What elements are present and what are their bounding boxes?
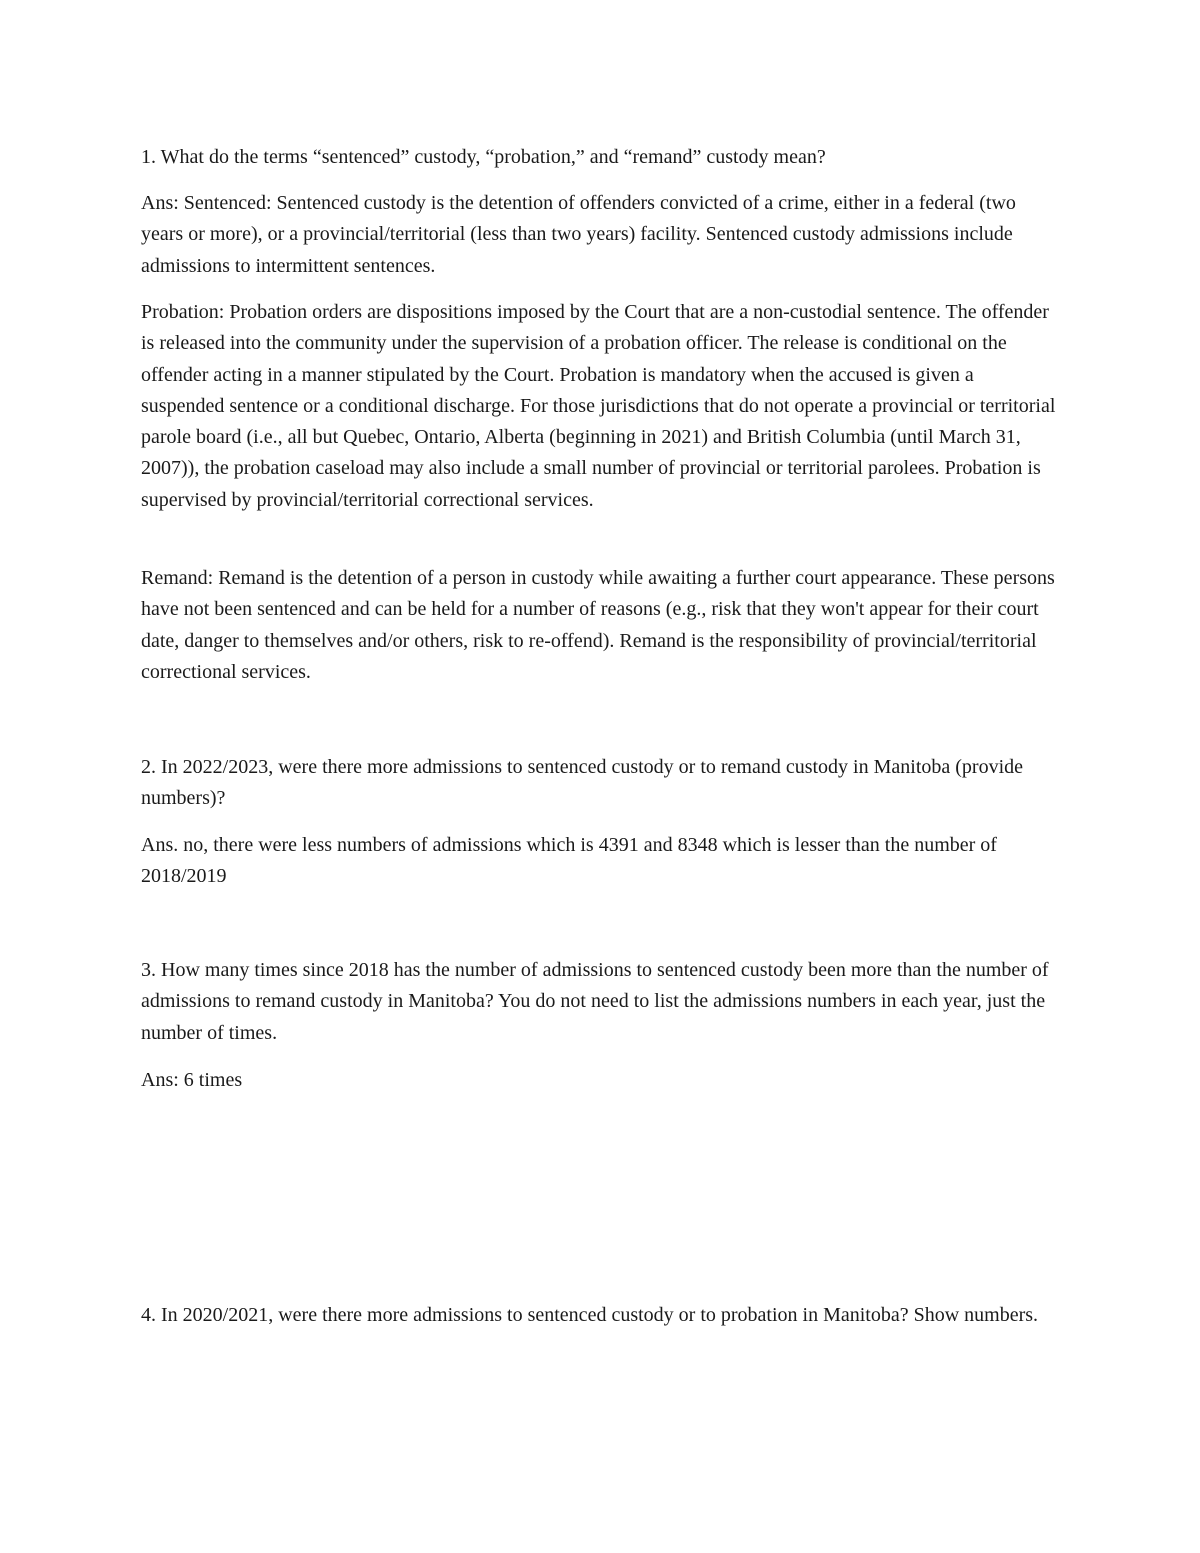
question-1: 1. What do the terms “sentenced” custody, “probation,” and “remand” custody mean? [141,146,826,168]
answer-1-probation: Probation: Probation orders are dispositions imposed by the Court that are a non-custodial sentence. The offender is released into the community under the supervision of a probation officer. The release is conditional on the offender acting in a manner stipulated by the Court. Probation is mandatory when the accused is given a suspended sentence or a conditional discharge. For those jurisdictions that do not operate a provincial or territorial parole board (i.e., all but Quebec, Ontario, Alberta (beginning in 2021) and British Columbia (until March 31, 2007)), the probation caseload may also include a small number of provincial or territorial parolees. Probation is supervised by provincial/territorial correctional services. [141,301,1056,511]
question-2: 2. In 2022/2023, were there more admissions to sentenced custody or to remand custody in Manitoba (provide numbers)? [141,756,1024,810]
answer-3: Ans: 6 times [141,1069,243,1091]
question-3: 3. How many times since 2018 has the number of admissions to sentenced custody been more than the number of admissions to remand custody in Manitoba? You do not need to list the admissions numbers in each year, just the number of times. [141,959,1049,1044]
answer-2: Ans. no, there were less numbers of admissions which is 4391 and 8348 which is lesser than the number of 2018/2019 [141,834,997,888]
answer-1-remand: Remand: Remand is the detention of a person in custody while awaiting a further court appearance. These persons have not been sentenced and can be held for a number of reasons (e.g., risk that they won't appear for their court date, danger to themselves and/or others, risk to re-offend). Remand is the responsibility of provincial/territorial correctional services. [141,567,1055,683]
question-4: 4. In 2020/2021, were there more admissions to sentenced custody or to probation in Manitoba? Show numbers. [141,1304,1039,1326]
answer-1-sentenced: Ans: Sentenced: Sentenced custody is the detention of offenders convicted of a crime, either in a federal (two years or more), or a provincial/territorial (less than two years) facility. Sentenced custody admissions include admissions to intermittent sentences. [141,192,1016,277]
